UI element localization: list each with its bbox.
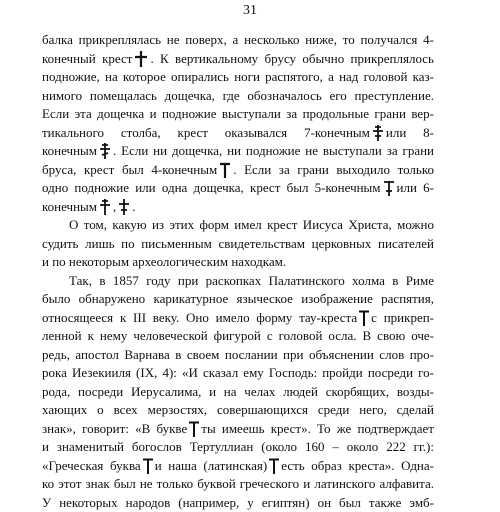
cross-8-icon [99, 143, 111, 159]
page-number: 31 [0, 3, 500, 19]
text-line [42, 216, 434, 235]
tau-icon [359, 310, 369, 326]
text-line [42, 142, 434, 161]
text-run: судить лишь по письменным свидетельствам церковных писателей [42, 236, 434, 251]
text-line [42, 198, 434, 217]
text-line [42, 124, 434, 143]
text-line [42, 364, 434, 383]
tau-icon [189, 421, 199, 437]
text-run: У некоторых народов (например, у египтян) он был также эмб- [42, 495, 434, 510]
cross-5-icon [383, 180, 395, 196]
cross-7-icon [372, 125, 384, 141]
text-run: относящееся к III веку. Оно имело форму тау-креста [42, 310, 357, 325]
text-run: ленной к нему человеческой фигурой с головой осла. В свою оче- [42, 328, 434, 343]
text-run: Так, в 1857 году при раскопках Палатинского холма в Риме [69, 273, 434, 288]
text-line [42, 50, 434, 69]
cross-tau-icon [219, 162, 231, 178]
text-line [42, 68, 434, 87]
text-run: одно подножие или одна дощечка, крест был 5-конечным [42, 180, 381, 195]
text-run: и по некоторым археологическим находкам. [42, 254, 286, 269]
text-run: нимого помещалась дощечка, где обозначалось его преступление. [42, 88, 434, 103]
text-run: тикального столба, крест оказывался 7-конечным [42, 125, 370, 140]
text-line [42, 327, 434, 346]
cross-4-icon [134, 51, 148, 67]
text-run: или 6- [397, 180, 434, 195]
tau-icon [269, 458, 279, 474]
text-line [42, 235, 434, 254]
body-text [42, 31, 434, 512]
text-run: есть образ креста». Одна- [281, 458, 434, 473]
text-run: рока Иезекииля (IX, 4): «И сказал ему Господь: пройди посреди го- [42, 365, 434, 380]
text-run: . Если за грани выходило только [233, 162, 434, 177]
text-line [42, 346, 434, 365]
text-line [42, 401, 434, 420]
text-line [42, 309, 434, 328]
text-run: ко этот знак был не только буквой греческого и латинского алфавита. [42, 476, 434, 491]
text-run: редь, апостол Варнава в своем послании при объяснении слов про- [42, 347, 434, 362]
text-run: «Греческая буква [42, 458, 141, 473]
text-line [42, 31, 434, 50]
text-run: . Если ни дощечка, ни подножие не выступали за грани [113, 143, 434, 158]
text-line [42, 457, 434, 476]
tau-icon [143, 458, 153, 474]
text-run: О том, какую из этих форм имел крест Иисуса Христа, можно [69, 217, 434, 232]
text-run: было обнаружено карикатурное языческое изображение распятия, [42, 291, 434, 306]
text-run: хающих о всех мерзостях, совершающихся среди него, сделай [42, 402, 434, 417]
text-line [42, 253, 434, 272]
text-line [42, 438, 434, 457]
cross-6b-icon [118, 199, 130, 215]
text-run: конечным [42, 143, 97, 158]
text-run: конечный крест [42, 51, 132, 66]
text-line [42, 105, 434, 124]
text-run: , [113, 199, 116, 214]
text-line [42, 161, 434, 180]
text-line [42, 383, 434, 402]
cross-6a-icon [99, 199, 111, 215]
text-run: и наша (латинская) [155, 458, 268, 473]
text-run: и знаменитый богослов Тертуллиан (около 160 – около 222 гг.): [42, 439, 434, 454]
text-run: балка прикреплялась не поверх, а несколько ниже, то получался 4- [42, 32, 434, 47]
text-line [42, 494, 434, 512]
text-run: рода, посреди Иерусалима, и на челах людей скорбящих, возды- [42, 384, 434, 399]
text-run: ты имеешь крест». То же подтверждает [201, 421, 434, 436]
text-run: с прикреп- [371, 310, 434, 325]
text-line [42, 272, 434, 291]
text-line [42, 179, 434, 198]
text-line [42, 290, 434, 309]
text-run: . К вертикальному брусу обычно прикреплялось [150, 51, 434, 66]
text-run: конечным [42, 199, 97, 214]
text-run: . [132, 199, 135, 214]
text-run: или 8- [386, 125, 434, 140]
text-line [42, 87, 434, 106]
text-run: подножие, на которое опирались ноги распятого, а над головой каз- [42, 69, 434, 84]
text-run: Если эта дощечка и подножие выступали за продольные грани вер- [42, 106, 434, 121]
text-run: знак», говорит: «В букве [42, 421, 187, 436]
text-line [42, 420, 434, 439]
text-run: бруса, крест был 4-конечным [42, 162, 217, 177]
text-line [42, 475, 434, 494]
